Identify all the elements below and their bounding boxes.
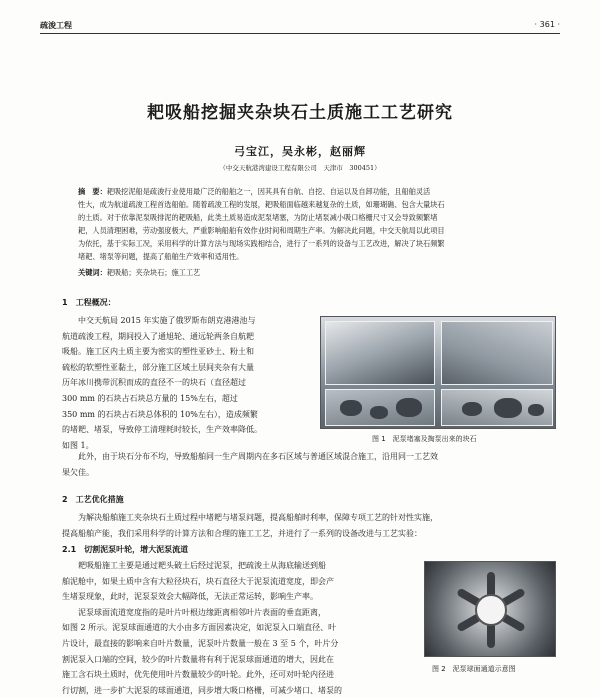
keywords [78,268,544,278]
paragraph-line: 吸船。施工区内土质主要为密实的塑性亚砂土、粉土和 [62,347,254,357]
paragraph-line: 割泥泵入口端的空间，较少的叶片数量将有利于泥泵球面通道的增大，因此在 [62,654,334,664]
section-1-continuation [62,449,556,480]
section-2-intro [62,510,556,541]
figure-1-photo [320,316,556,429]
impeller-hub [475,594,507,626]
paragraph-line: 片设计，最直接的影响来自叶片数量，泥泵叶片数量一般在 3 至 5 个，叶片分 [62,638,339,648]
paragraph-line: 行切割，进一步扩大泥泵的球面通道，同步增大吸口格栅，可减少堵口、堵泵的 [62,685,342,695]
paragraph-line: 350 mm 的石块占石块总体积的 10%左右），造成频繁 [62,409,258,419]
paragraph-line: 300 mm 的石块占石块总方量的 15%左右，超过 [62,393,238,403]
paragraph-line: 的堵耙、堵泵，导致停工清理耗时较长，生产效率降低。 [62,425,262,435]
paragraph-line: 中交天航局 2015 年实施了俄罗斯布朗克港港池与 [78,316,256,325]
keywords-text: 耙吸船；夹杂块石；施工工艺 [106,268,201,277]
abstract-line: 堵耙、堵泵等问题，提高了船舶生产效率和适用性。 [78,252,244,262]
paragraph-line: 航道疏浚工程，期间投入了通旭轮、通远轮两条自航耙 [62,331,254,341]
abstract-line: 为依托，基于实际工况，采用科学的计算方法与现场实践相结合，进行了一系列的设备与工艺改进，解决了块石频繁 [78,239,445,249]
page-number: · 361 · [534,20,560,29]
paragraph-line: 提高船舶产能，我们采用科学的计算方法和合理的施工工艺，并进行了一系列的设备改进与工艺实验： [62,528,422,538]
running-header [40,16,560,34]
photo-pump-blockage [325,321,435,385]
author-affiliation: （中交天航港湾建设工程有限公司 天津市 300451） [219,164,381,172]
abstract-line: 的土质。对于依靠泥泵吸排泥的耙吸船，此类土质易造成泥泵堵塞，为防止堵泵减小吸口格栅尺寸又会导致频繁堵 [78,213,438,223]
subsection-2-1-body [62,558,416,698]
abstract-line: 摘 要：耙吸挖泥船是疏浚行业使用最广泛的船舶之一，因其具有自航、自挖、自运以及自卸功能，且船舶灵活 [78,187,431,196]
figure-2-impeller [424,561,556,657]
paragraph-line: 舶泥舱中，如果土质中含有大粒径块石，块石直径大于泥泵流道宽度，即会产 [62,576,334,586]
paragraph-line: 如图 2 所示。泥泵球面通道的大小由多方面因素决定，如泥泵入口端直径、叶 [62,623,337,633]
paragraph-line: 此外，由于块石分布不均，导致船舶同一生产周期内在多石区域与普通区域混合施工，沿用同一工艺效 [78,452,438,461]
section-1-heading: 1 工程概况： [62,298,116,307]
photo-stones-pile [441,389,553,426]
photo-stones-removed [325,389,435,426]
paragraph-line: 为解决船舶施工夹杂块石土质过程中堵耙与堵泵问题，提高船舶时利率，保障专项工艺的针对性实施， [78,513,438,522]
abstract-line: 耙，人员清理困难，劳动强度极大，严重影响船舶有效作业时间和周期生产率。为解决此问题，中交天航局以此项目 [78,226,445,236]
article-title: 耙吸船挖掘夹杂块石土质施工工艺研究 [147,103,453,123]
abstract-label: 摘 要： [78,187,107,196]
section-1-body [62,313,314,453]
abstract [78,185,544,264]
paragraph-line: 历年冰川携带沉积而成的直径不一的块石（直径超过 [62,378,246,388]
section-2-heading: 2 工艺优化措施 [62,495,124,504]
article-authors: 弓宝江，吴永彬，赵丽辉 [234,145,366,158]
abstract-line: 性大，成为航道疏浚工程首选船舶。随着疏浚工程的发展，耙吸船面临越来越复杂的土质，如珊瑚礁、包含大量块石 [78,200,445,210]
figure-1-caption: 图 1 泥泵堵塞及掏泵出来的块石 [372,435,477,443]
figure-2-caption: 图 2 泥泵球面通道示意图 [432,665,516,673]
paragraph-line: 泥泵球面流道宽度指的是叶片叶根边缘距离相邻叶片表面的垂直距离， [78,607,326,617]
paragraph-line: 耙吸船施工主要是通过耙头破土后经过泥泵，把疏浚土从海底输送到船 [78,561,326,570]
photo-pump-interior [441,321,553,385]
header-rule [40,33,560,34]
paragraph-line: 施工含石块土质时，优先使用叶片数量较少的叶轮。此外，还可对叶轮内径进 [62,670,334,680]
keywords-label: 关键词： [78,268,107,277]
paragraph-line: 生堵泵现象，此时，泥泵泵效会大幅降低，无法正常运转，影响生产率。 [62,592,318,602]
paragraph-line: 果欠佳。 [62,467,94,477]
paragraph-line: 如图 1。 [62,440,94,450]
journal-name: 疏浚工程 [40,21,72,30]
subsection-2-1-heading: 2.1 切割泥泵叶轮，增大泥泵流道 [62,545,189,554]
paragraph-line: 硫松的软塑性亚黏土，部分施工区域土层间夹杂有大量 [62,362,254,372]
